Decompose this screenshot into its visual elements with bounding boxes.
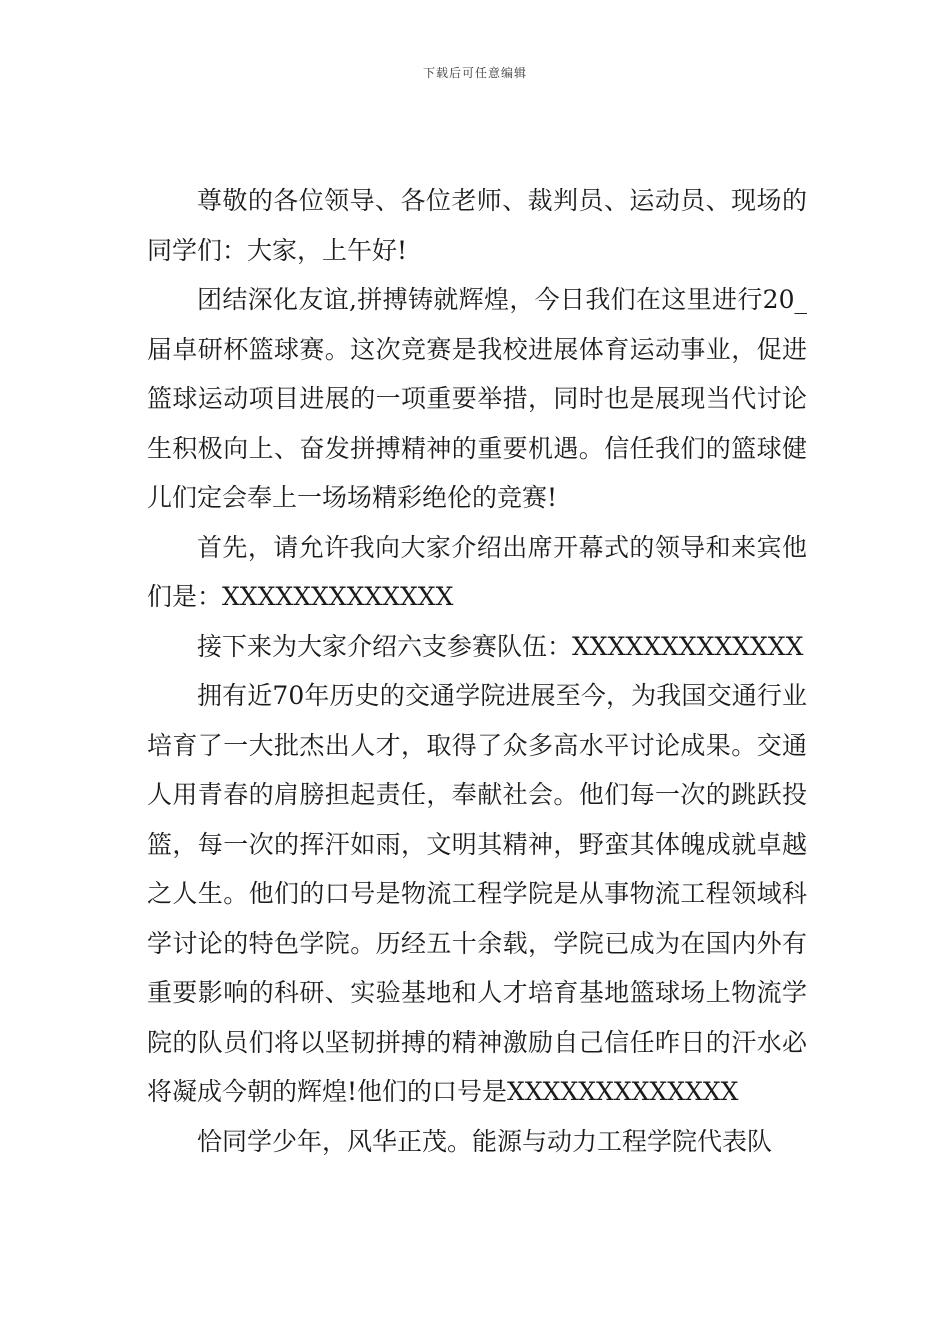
paragraph-greeting: 尊敬的各位领导、各位老师、裁判员、运动员、现场的同学们：大家，上午好!: [147, 186, 807, 265]
paragraph-intro: 团结深化友谊,拼搏铸就辉煌，今日我们在这里进行20_届卓研杯篮球赛。这次竞赛是我校进展体育运动事业，促进篮球运动项目进展的一项重要举措，同时也是展现当代讨论生积极向上、奋发拼搏精神的重要机遇。信任我们的篮球健儿们定会奉上一场场精彩绝伦的竞赛!: [147, 285, 807, 512]
header-note: 下载后可任意编辑: [422, 66, 527, 80]
paragraph-transport-logistics: 拥有近70年历史的交通学院进展至今，为我国交通行业培育了一大批杰出人才，取得了众多高水平讨论成果。交通人用青春的肩膀担起责任，奉献社会。他们每一次的跳跃投篮，每一次的挥汗如雨，文明其精神，野蛮其体魄成就卓越之人生。他们的口号是物流工程学院是从事物流工程领域科学讨论的特色学院。历经五十余载，学院已成为在国内外有重要影响的科研、实验基地和人才培育基地篮球场上物流学院的队员们将以坚韧拼搏的精神激励自己信任昨日的汗水必将凝成今朝的辉煌!他们的口号是XXXXXXXXXXXXX: [147, 681, 807, 1106]
document-body: [147, 176, 807, 1166]
paragraph-teams: 接下来为大家介绍六支参赛队伍：XXXXXXXXXXXXX: [197, 631, 804, 661]
paragraph-energy: 恰同学少年，风华正茂。能源与动力工程学院代表队: [197, 1126, 773, 1156]
paragraph-guests: 首先，请允许我向大家介绍出席开幕式的领导和来宾他们是：XXXXXXXXXXXXX: [147, 532, 807, 611]
